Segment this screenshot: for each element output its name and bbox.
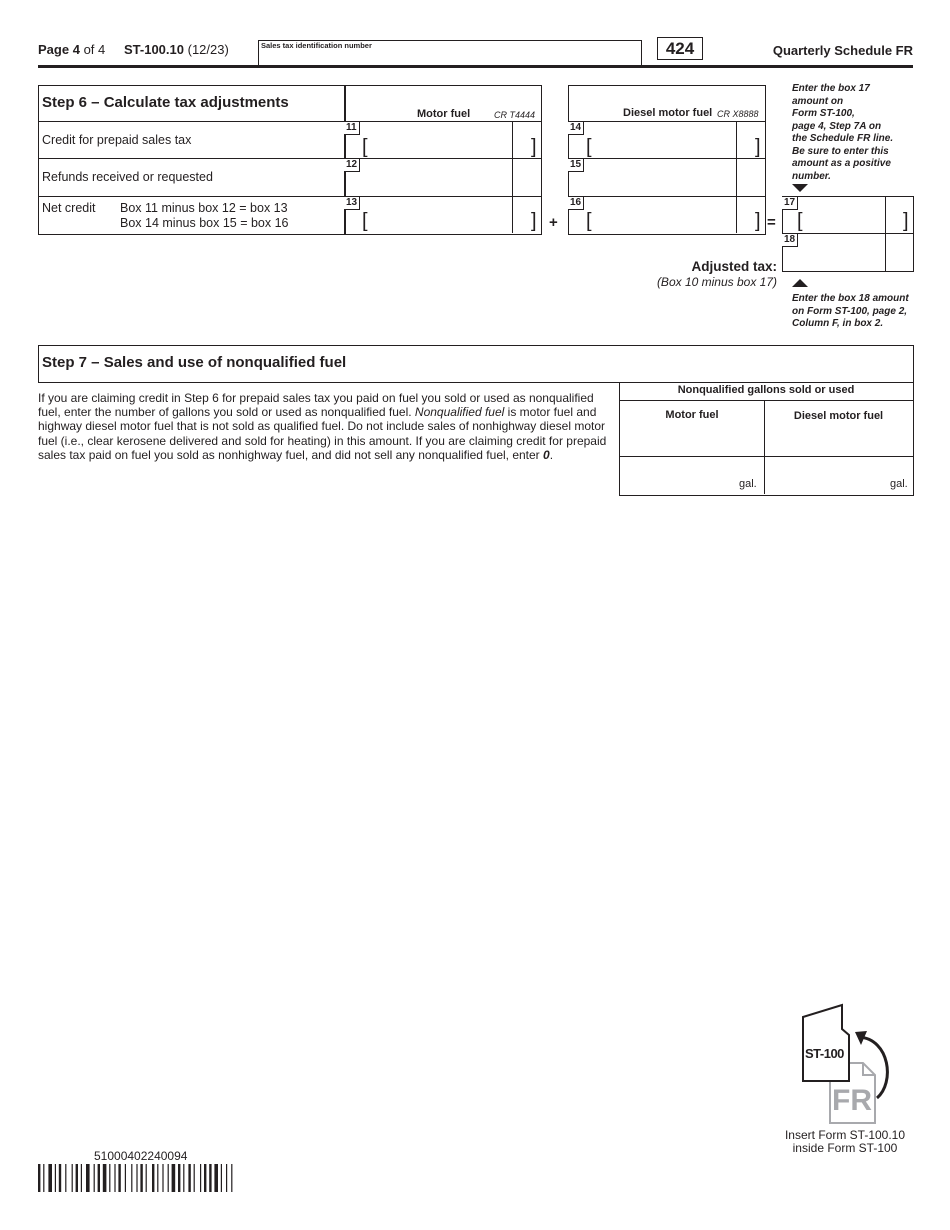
box-11-label: 11 <box>344 122 360 135</box>
st100-page-shape <box>803 1005 849 1081</box>
step6-title: Step 6 – Calculate tax adjustments <box>42 94 289 111</box>
box-12-label: 12 <box>344 159 360 172</box>
form-code-box: 424 <box>657 37 703 60</box>
box-11-input[interactable] <box>345 135 540 157</box>
nq-motor-unit: gal. <box>739 478 757 490</box>
box-16-input[interactable] <box>569 210 764 232</box>
barcode-bar <box>178 1164 180 1192</box>
net-credit-formula-1: Box 11 minus box 12 = box 13 <box>120 201 288 215</box>
barcode-bar <box>59 1164 61 1192</box>
box-14-input[interactable] <box>569 135 764 157</box>
page-indicator: Page 4 of 4 <box>38 42 106 57</box>
bracket-close: ] <box>755 136 761 158</box>
barcode-bar <box>55 1164 56 1192</box>
row-label-net-credit: Net credit <box>42 201 96 215</box>
form-id: ST-100.10 (12/23) <box>124 42 229 57</box>
box-15-input[interactable] <box>569 172 764 195</box>
barcode-bar <box>162 1164 163 1192</box>
col-motor-fuel-label: Motor fuel <box>417 108 471 120</box>
step6-divider <box>38 121 345 122</box>
barcode-bar <box>72 1164 73 1192</box>
barcode-bar <box>146 1164 147 1192</box>
box-18-label: 18 <box>782 234 798 247</box>
insert-instruction: Insert Form ST-100.10 inside Form ST-100 <box>784 1128 906 1155</box>
row-label-credit: Credit for prepaid sales tax <box>42 133 192 147</box>
step7-title: Step 7 – Sales and use of nonqualified fuel <box>42 354 347 371</box>
barcode-bar <box>157 1164 158 1192</box>
barcode-bar <box>226 1164 227 1192</box>
header-rule <box>38 65 913 68</box>
barcode-bar <box>48 1164 52 1192</box>
box-12-input[interactable] <box>345 172 540 195</box>
box-16-label: 16 <box>568 197 584 210</box>
barcode-bar <box>38 1164 40 1192</box>
equals-sign: = <box>767 214 776 231</box>
barcode-bar <box>152 1164 154 1192</box>
nq-col-diesel: Diesel motor fuel <box>793 410 884 422</box>
step6-divider <box>38 196 345 197</box>
box-14-label: 14 <box>568 122 584 135</box>
bracket-close: ] <box>755 210 761 232</box>
col-diesel-code: CR X8888 <box>717 109 759 119</box>
barcode-bar <box>194 1164 195 1192</box>
barcode-bar <box>98 1164 100 1192</box>
note-box-18: Enter the box 18 amount on Form ST-100, page 2, Column F, in box 2. <box>792 293 909 329</box>
barcode-number: 51000402240094 <box>94 1149 188 1163</box>
bracket-close: ] <box>531 210 537 232</box>
bracket-close: ] <box>531 136 537 158</box>
bracket-open: [ <box>797 210 803 232</box>
bracket-open: [ <box>362 210 368 232</box>
step6-divider <box>38 158 345 159</box>
box-17-label: 17 <box>782 197 798 210</box>
result-divider <box>782 233 913 234</box>
bracket-open: [ <box>586 210 592 232</box>
adjusted-tax-label: Adjusted tax: <box>691 259 777 274</box>
bracket-close: ] <box>903 210 909 232</box>
barcode-bar <box>131 1164 132 1192</box>
sales-tax-id-label: Sales tax identification number <box>261 41 372 50</box>
box-18-input[interactable] <box>783 247 912 269</box>
row-label-refunds: Refunds received or requested <box>42 170 213 184</box>
box-15-label: 15 <box>568 159 584 172</box>
step7-instructions: If you are claiming credit in Step 6 for prepaid sales tax you paid on fuel you sold or used as nonqualified fuel, enter the number of gallons you sold or used as nonqualified fuel. Nonqualified fuel is motor fuel and highway diesel motor fuel that is not sold as qualified fuel. Do not include sales of nonhighway diesel motor fuel (i.e., clear kerosene delivered and sold for heating) in this amount. If you are claiming credit for prepaid sales tax paid on fuel you sold as nonhighway fuel, and did not sell any nonqualified fuel, enter 0. <box>38 391 607 462</box>
barcode-bar <box>94 1164 95 1192</box>
barcode-bar <box>188 1164 190 1192</box>
barcode-bar <box>214 1164 218 1192</box>
adjusted-tax-sub: (Box 10 minus box 17) <box>656 275 777 289</box>
arrow-down-icon <box>792 184 808 192</box>
barcode-bar <box>231 1164 232 1192</box>
barcode-bar <box>109 1164 110 1192</box>
bracket-open: [ <box>586 136 592 158</box>
barcode-bar <box>200 1164 201 1192</box>
barcode-bar <box>172 1164 176 1192</box>
barcode-bar <box>114 1164 115 1192</box>
barcode-bar <box>209 1164 211 1192</box>
barcode-bar <box>65 1164 66 1192</box>
col-motor-fuel-code: CR T4444 <box>494 110 536 120</box>
barcode-bar <box>86 1164 90 1192</box>
schedule-title: Quarterly Schedule FR <box>772 43 913 58</box>
bracket-open: [ <box>362 136 368 158</box>
arrow-up-icon <box>792 279 808 287</box>
net-credit-formula-2: Box 14 minus box 15 = box 16 <box>120 216 289 230</box>
box-13-label: 13 <box>344 197 360 210</box>
barcode-icon <box>38 1164 250 1192</box>
barcode-bar <box>81 1164 82 1192</box>
barcode-bar <box>118 1164 120 1192</box>
icon-fr-label: FR <box>832 1084 872 1117</box>
nonqualified-table-title: Nonqualified gallons sold or used <box>677 384 855 396</box>
barcode-bar <box>43 1164 44 1192</box>
barcode-bar <box>183 1164 184 1192</box>
nq-col-motor: Motor fuel <box>665 409 719 421</box>
note-box-17: Enter the box 17 amount on Form ST-100, page 4, Step 7A on the Schedule FR line. Be sure to enter this amount as a positive number. <box>792 83 894 182</box>
icon-st100-label: ST-100 <box>805 1046 844 1061</box>
col-diesel-label: Diesel motor fuel <box>623 107 713 119</box>
box-13-input[interactable] <box>345 210 540 232</box>
barcode-bar <box>221 1164 222 1192</box>
nq-diesel-unit: gal. <box>890 478 908 490</box>
barcode-bar <box>125 1164 126 1192</box>
plus-sign: + <box>549 214 558 231</box>
table-divider <box>619 400 913 401</box>
barcode-bar <box>103 1164 107 1192</box>
barcode-bar <box>168 1164 169 1192</box>
barcode-bar <box>140 1164 142 1192</box>
barcode-bar <box>136 1164 137 1192</box>
barcode-bar <box>76 1164 78 1192</box>
barcode-bar <box>204 1164 206 1192</box>
